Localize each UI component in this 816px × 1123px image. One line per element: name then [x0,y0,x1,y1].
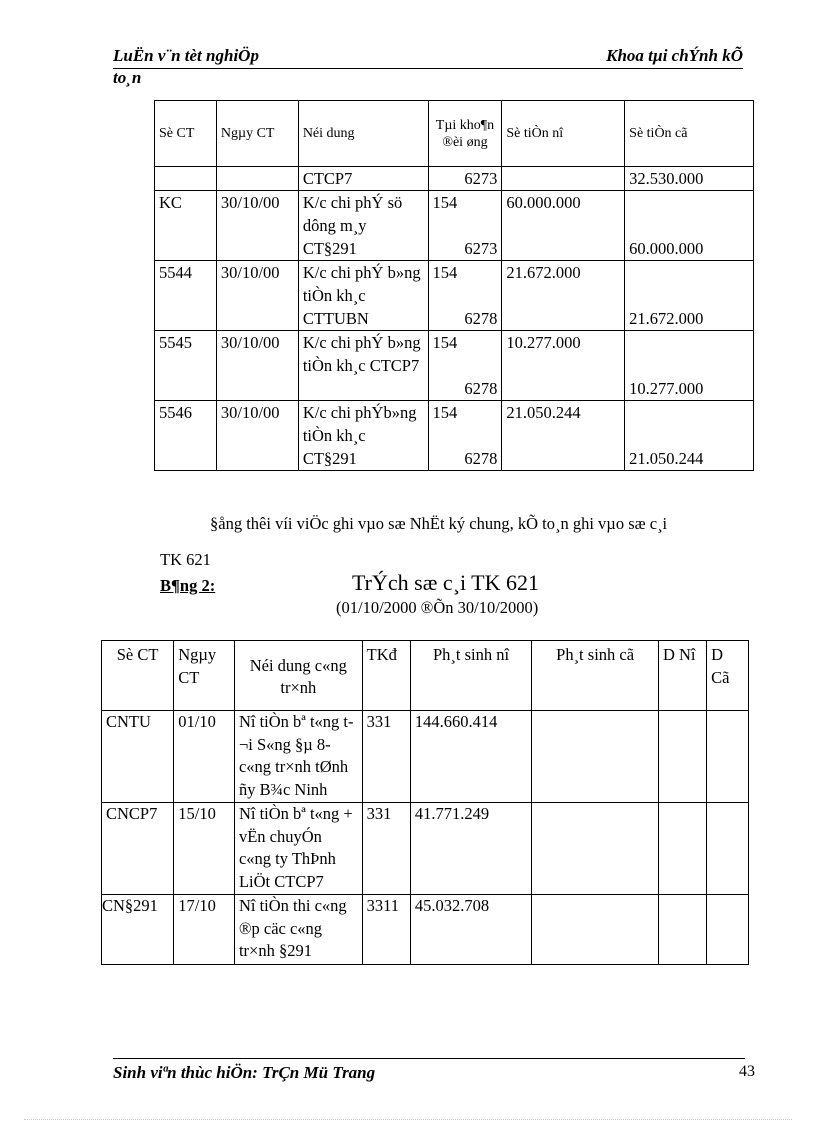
page-header [113,44,743,69]
col-header-contra-account: TKđ [362,641,410,711]
cell-debit-balance [658,711,706,803]
cell-doc-no: 5544 [155,261,217,331]
cell-contra-account: 331 [362,711,410,803]
cell-doc-date: 30/10/00 [216,331,298,401]
col-header-content: Néi dung [298,101,428,167]
contra-account-credit: 6273 [464,239,498,258]
cell-content: Nî tiÒn bª t«ng + vËn chuyÓn c«ng ty ThÞnh LiÖt CTCP7 [234,803,362,895]
body-paragraph [160,506,760,578]
paragraph-line: TK 621 [160,550,211,569]
col-header-debit: Sè tiÒn nî [502,101,625,167]
table-label: B¶ng 2: [160,576,216,595]
table-title: TrÝch sæ c¸i TK 621 [352,570,540,595]
cell-contra-account [428,401,502,471]
cell-contra-account [428,191,502,261]
cell-credit-balance [707,711,749,803]
cell-content: K/c chi phÝ b»ng tiÒn kh¸c CTCP7 [298,331,428,401]
cell-doc-date: 30/10/00 [216,261,298,331]
cell-credit-balance [707,895,749,965]
table-row [155,331,754,401]
cell-debit [502,167,625,191]
cell-content: K/c chi phÝ b»ng tiÒn kh¸c CTTUBN [298,261,428,331]
col-header-doc-date: Ngµy CT [216,101,298,167]
cell-credit-balance [707,803,749,895]
cell-content: K/c chi phÝ sö dông m¸y CT§291 [298,191,428,261]
cell-doc-no: CN§291 [102,895,174,965]
col-header-credit-arising: Ph¸t sinh cã [532,641,659,711]
cell-debit: 21.050.244 [502,401,625,471]
col-header-credit-balance: D Cã [707,641,749,711]
contra-account-credit: 6278 [464,379,498,398]
cell-debit: 10.277.000 [502,331,625,401]
cell-credit-arising [532,895,659,965]
col-header-doc-no: Sè CT [155,101,217,167]
cell-doc-date: 15/10 [174,803,235,895]
cell-doc-no: 5546 [155,401,217,471]
cell-doc-date: 01/10 [174,711,235,803]
cell-contra-account: 331 [362,803,410,895]
cell-contra-account: 6273 [428,167,502,191]
cell-doc-date: 17/10 [174,895,235,965]
cell-debit-balance [658,803,706,895]
cell-contra-account [428,331,502,401]
header-faculty: Khoa tµi chÝnh kÕ [606,46,743,65]
page-edge-divider [24,1119,792,1120]
table-row [155,167,754,191]
cell-credit: 21.672.000 [625,261,754,331]
col-header-debit-arising: Ph¸t sinh nî [410,641,531,711]
cell-credit-arising [532,803,659,895]
paragraph-line: §ång thêi víi viÖc ghi vµo sæ NhËt ký chung, kÕ to¸n ghi vµo sæ c¸i [210,514,668,533]
contra-account-debit: 154 [432,193,458,212]
col-header-contra-account: Tµi kho¶n ®èi øng [428,101,502,167]
header-thesis-title: LuËn v¨n tèt nghiÖp [113,46,259,65]
table-row [155,191,754,261]
table-row [102,895,749,965]
cell-doc-no: 5545 [155,331,217,401]
col-header-credit: Sè tiÒn cã [625,101,754,167]
cell-content: K/c chi phÝb»ng tiÒn kh¸c CT§291 [298,401,428,471]
cell-contra-account [428,261,502,331]
table-row [102,711,749,803]
col-header-content: Néi dung c«ng tr×nh [234,641,362,711]
table-row [102,803,749,895]
cell-doc-no: CNCP7 [102,803,174,895]
cell-doc-no [155,167,217,191]
cell-credit-arising [532,711,659,803]
journal-table [154,100,754,471]
cell-content: CTCP7 [298,167,428,191]
col-header-debit-balance: D Nî [658,641,706,711]
cell-contra-account: 3311 [362,895,410,965]
cell-debit: 21.672.000 [502,261,625,331]
contra-account-debit: 154 [432,333,458,352]
cell-credit: 10.277.000 [625,331,754,401]
cell-debit-balance [658,895,706,965]
cell-debit-arising: 45.032.708 [410,895,531,965]
cell-credit: 60.000.000 [625,191,754,261]
cell-doc-no: KC [155,191,217,261]
cell-doc-date: 30/10/00 [216,191,298,261]
table-header-row [102,641,749,711]
table-row [155,401,754,471]
cell-debit-arising: 41.771.249 [410,803,531,895]
cell-doc-date [216,167,298,191]
cell-doc-no: CNTU [102,711,174,803]
cell-debit-arising: 144.660.414 [410,711,531,803]
page-number: 43 [739,1063,755,1080]
footer-author: Sinh viªn thùc hiÖn: TrÇn Mü Trang [113,1063,376,1082]
cell-doc-date: 30/10/00 [216,401,298,471]
header-thesis-title-cont: to¸n [113,68,142,87]
cell-credit: 32.530.000 [625,167,754,191]
contra-account-credit: 6278 [464,449,498,468]
col-header-doc-date: Ngµy CT [174,641,235,711]
col-header-doc-no: Sè CT [102,641,174,711]
table-row [155,261,754,331]
table-header-row [155,101,754,167]
table-period: (01/10/2000 ®Õn 30/10/2000) [336,598,539,617]
cell-credit: 21.050.244 [625,401,754,471]
cell-content: Nî tiÒn thi c«ng ®p cäc c«ng tr×nh §291 [234,895,362,965]
contra-account-debit: 154 [432,403,458,422]
contra-account-debit: 154 [432,263,458,282]
ledger-table [101,640,749,965]
contra-account-credit: 6278 [464,309,498,328]
cell-debit: 60.000.000 [502,191,625,261]
page-footer [113,1058,755,1082]
cell-content: Nî tiÒn bª t«ng t¬i S«ng §µ 8- c«ng tr×nh tØnh ñy B¾c Ninh [234,711,362,803]
